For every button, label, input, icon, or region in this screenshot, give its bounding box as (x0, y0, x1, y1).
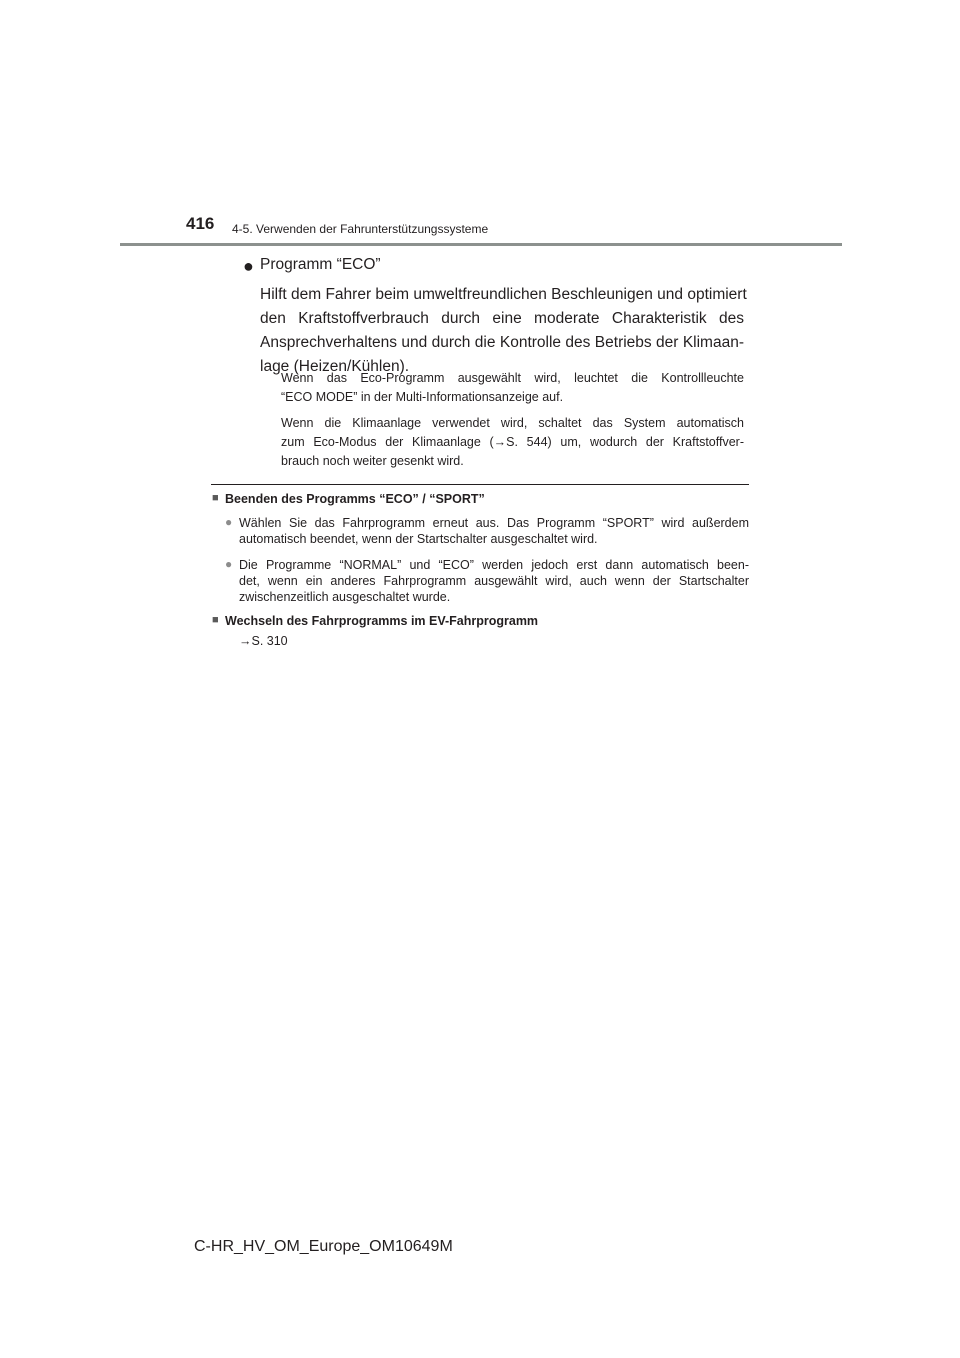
note-line: Wenn das Eco-Programm ausgewählt wird, leuchtet die Kontrollleuchte (281, 371, 744, 385)
eco-description (260, 283, 747, 379)
round-bullet-icon: ● (225, 557, 233, 571)
eco-description-line: lage (Heizen/Kühlen). (260, 358, 410, 375)
eco-bullet-icon: ● (243, 256, 254, 276)
eco-description-line: Ansprechverhaltens und durch die Kontrolle des Betriebs der Klimaan- (260, 334, 744, 351)
square-bullet-icon: ■ (212, 614, 219, 626)
ev-heading: Wechseln des Fahrprogramms im EV-Fahrprogramm (225, 614, 539, 628)
ending-item-line: Die Programme “NORMAL” und “ECO” werden jedoch erst dann automatisch been- (239, 558, 749, 572)
ending-item-2 (239, 557, 749, 605)
ending-item-line: Wählen Sie das Fahrprogramm erneut aus. Das Programm “SPORT” wird außerdem (239, 516, 749, 530)
ending-item-1 (239, 515, 749, 547)
ending-item-line: zwischenzeitlich ausgeschaltet wurde. (239, 590, 451, 604)
page-reference-link[interactable]: →S. 310 (239, 634, 288, 648)
square-bullet-icon: ■ (212, 492, 219, 504)
eco-description-line: den Kraftstoffverbrauch durch eine moderate Charakteristik des (260, 310, 744, 327)
ending-heading: Beenden des Programms “ECO” / “SPORT” (225, 492, 485, 506)
note-line: “ECO MODE” in der Multi-Informationsanzeige auf. (281, 390, 564, 404)
document-code: C-HR_HV_OM_Europe_OM10649M (194, 1238, 453, 1255)
eco-note-indicator (281, 369, 744, 407)
eco-description-line: Hilft dem Fahrer beim umweltfreundlichen Beschleunigen und optimiert (260, 286, 747, 303)
section-title: 4-5. Verwenden der Fahrunterstützungssysteme (232, 222, 489, 236)
eco-note-air-conditioning (281, 414, 744, 471)
note-line: brauch noch weiter gesenkt wird. (281, 454, 464, 468)
ending-item-line: det, wenn ein anderes Fahrprogramm ausgewählt wird, auch wenn der Startschalter (239, 574, 749, 588)
note-line: Wenn die Klimaanlage verwendet wird, schaltet das System automatisch (281, 416, 744, 430)
round-bullet-icon: ● (225, 515, 233, 529)
section-divider (211, 484, 749, 485)
eco-program-title: Programm “ECO” (260, 256, 381, 273)
ending-item-line: automatisch beendet, wenn der Startschalter ausgeschaltet wird. (239, 532, 598, 546)
header-divider (120, 243, 842, 246)
page-number: 416 (186, 214, 215, 233)
note-line: zum Eco-Modus der Klimaanlage (→S. 544) um, wodurch der Kraftstoffver- (281, 435, 744, 449)
